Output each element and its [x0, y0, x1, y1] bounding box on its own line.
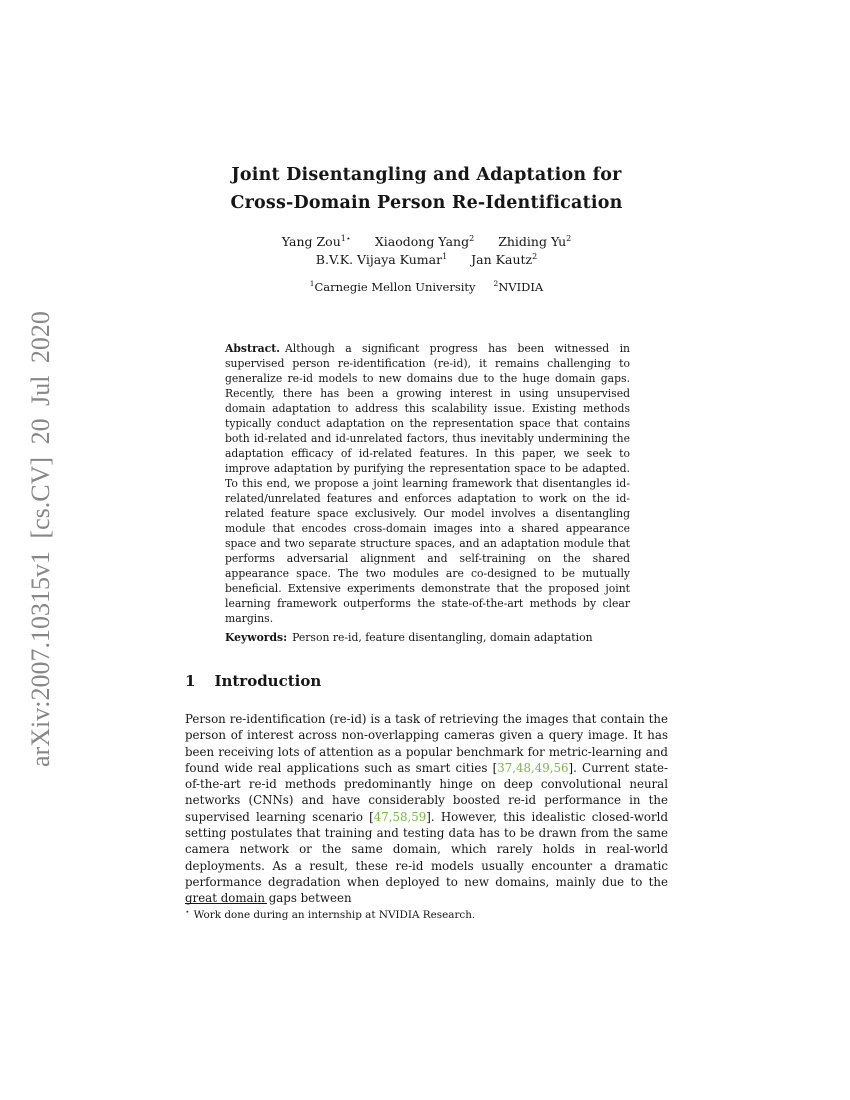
author-name-sup: 1⋆ — [340, 233, 351, 243]
author-name-sup: 2 — [532, 251, 538, 261]
keywords-line — [225, 630, 630, 645]
citation-bracket: ] — [426, 809, 431, 824]
author-name: Xiaodong Yang$^2$ — [374, 233, 475, 249]
paragraph-text: . However, this idealistic closed-world setting postulates that training and testing data has to be drawn from the same camera network or the same domain, which rarely holds in real-world deployments. As a result, these re-id models usually encounter a dramatic performance degradation when deployed to new domains, mainly due to the great domain gaps between — [185, 809, 668, 906]
abstract-block — [225, 341, 630, 626]
affiliation-list — [185, 280, 668, 294]
footnote — [185, 908, 668, 922]
citation-bracket: [ — [492, 760, 498, 775]
citation-numbers: 37,48,49,56 — [497, 760, 569, 775]
section-title: Introduction — [214, 672, 322, 690]
author-name: Zhiding Yu$^2$ — [498, 233, 572, 249]
arxiv-watermark: arXiv:2007.10315v1 [cs.CV] 20 Jul 2020 — [26, 311, 55, 767]
affiliation-name-sup: 1 — [309, 279, 315, 289]
author-name-sup: 2 — [566, 233, 572, 243]
affiliation-name: $^1$Carnegie Mellon University — [309, 279, 476, 294]
paragraph-text: Person re-identification (re-id) is a task of retrieving the images that contain the person of interest across non-overlapping cameras given a query image. It has been receiving lots of attention as a popular benchmark for metric-learning and found wide real applications such as smart cities — [185, 712, 668, 775]
citation-link[interactable] — [369, 810, 431, 824]
keywords-label: Keywords: — [225, 631, 288, 644]
author-name-sup: 1 — [442, 251, 448, 261]
section-number: 1 — [185, 672, 196, 690]
paper-title-line1: Joint Disentangling and Adaptation for — [231, 164, 622, 185]
footnote-marker: ⋆ — [185, 906, 190, 916]
paper-title-line2: Cross-Domain Person Re-Identification — [230, 192, 623, 213]
keywords-text: Person re-id, feature disentangling, domain adaptation — [292, 631, 593, 644]
affiliation-name-sup: 2 — [493, 279, 499, 289]
content-column — [185, 0, 668, 1100]
footnote-rule — [185, 903, 267, 904]
paper-title — [185, 161, 668, 217]
affiliation-name: $^2$NVIDIA — [493, 279, 544, 294]
author-name: Yang Zou$^{1⋆}$ — [281, 233, 351, 249]
citation-numbers: 47,58,59 — [373, 809, 427, 824]
author-name: Jan Kautz$^2$ — [471, 251, 538, 267]
author-row-1 — [185, 233, 668, 251]
author-list — [185, 233, 668, 269]
footnote-text: Work done during an internship at NVIDIA Research. — [193, 909, 476, 921]
author-name: B.V.K. Vijaya Kumar$^1$ — [315, 251, 448, 267]
author-row-2 — [185, 251, 668, 269]
author-name-sup: 2 — [469, 233, 475, 243]
abstract-text: Although a significant progress has been witnessed in supervised person re-identification (re-id), it remains challenging to generalize re-id models to new domains due to the huge domain gaps. Recently, there has been a growing interest in using unsupervised domain adaptation to address this scalability issue. Existing methods typically conduct adaptation on the representation space that contains both id-related and id-unrelated factors, thus inevitably undermining the adaptation efficacy of id-related features. In this paper, we seek to improve adaptation by purifying the representation space to be adapted. To this end, we propose a joint learning framework that disentangles id-related/unrelated features and enforces adaptation to work on the id-related feature space exclusively. Our model involves a disentangling module that encodes cross-domain images into a shared appearance space and two separate structure spaces, and an adaptation module that performs adversarial alignment and self-training on the shared appearance space. The two modules are co-designed to be mutually beneficial. Extensive experiments demonstrate that the proposed joint learning framework outperforms the state-of-the-art methods by clear margins. — [225, 342, 630, 625]
section-heading-introduction — [185, 672, 321, 690]
citation-bracket: [ — [369, 809, 374, 824]
paragraph-text: . Current state-of-the-art re-id methods predominantly hinge on deep convolutional neural networks (CNNs) and have considerably boosted re-id performance in the supervised learning scenario — [185, 760, 668, 824]
citation-link[interactable] — [493, 761, 574, 775]
abstract-label: Abstract. — [225, 342, 280, 355]
intro-paragraph — [185, 711, 668, 907]
citation-bracket: ] — [568, 760, 574, 775]
